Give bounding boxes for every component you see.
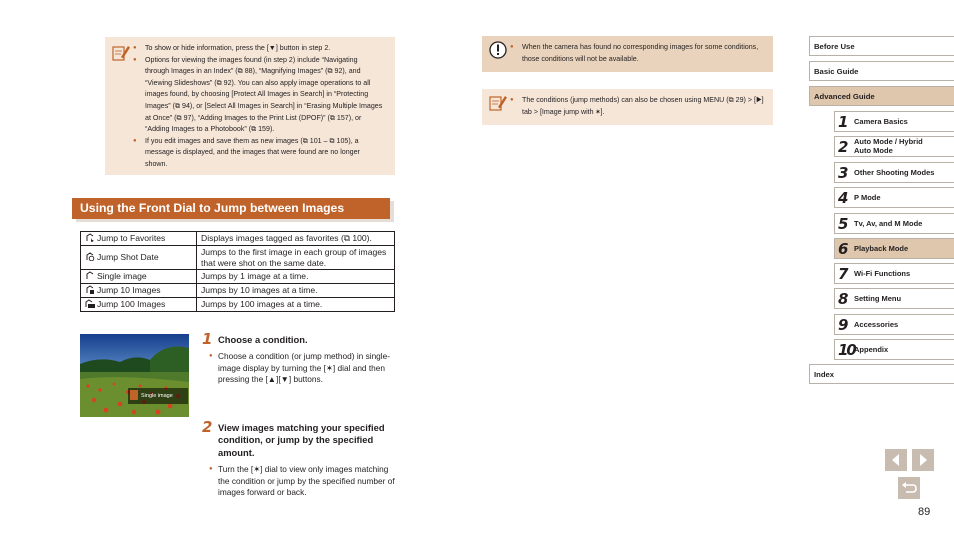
caution-note <box>482 36 773 72</box>
chapter-number: 4 <box>838 189 849 207</box>
shot-date-jump-icon <box>85 252 95 261</box>
nav-advanced-guide[interactable]: Advanced Guide <box>809 86 954 106</box>
step-2-number: 2 <box>202 418 213 436</box>
table-row <box>81 270 395 284</box>
step-1-title: Choose a condition. <box>218 334 308 345</box>
jump-100-icon <box>85 299 95 308</box>
jump-methods-table <box>80 231 395 312</box>
chapter-camera-basics[interactable] <box>834 111 954 132</box>
section-title: Using the Front Dial to Jump between Images <box>72 198 390 219</box>
nav-before-use[interactable]: Before Use <box>809 36 954 56</box>
table-row <box>81 297 395 311</box>
jump-method-label: Single image <box>97 271 147 282</box>
step-2-text: ● Turn the [✶] dial to view only images matching the condition or jump by the specified number of images forward or back. <box>209 464 401 499</box>
jump-method-label: Jump Shot Date <box>97 252 159 263</box>
single-image-jump-icon <box>85 271 95 280</box>
chapter-number: 6 <box>838 240 849 258</box>
chapter-accessories[interactable] <box>834 314 954 335</box>
right-note-text: ● The conditions (jump methods) can also be chosen using MENU (⧉ 29) > [▶] tab > [Image jump with ✶]. <box>510 95 765 118</box>
return-button[interactable] <box>898 477 920 499</box>
caution-text: ● When the camera has found no corresponding images for some conditions, those conditions will not be available. <box>510 42 765 65</box>
page-number: 89 <box>918 506 931 518</box>
chapter-auto-mode[interactable] <box>834 136 954 157</box>
jump-method-desc: Jumps by 10 images at a time. <box>197 284 395 298</box>
chapter-wifi-functions[interactable] <box>834 263 954 284</box>
note-item: ● Options for viewing the images found (in step 2) include “Navigating through Images in an Index” (⧉ 88), “Magnifying Images” (⧉ 92), and “Viewing Slideshows” (⧉ 92). You can also apply image operations to all images found, by choosing [Protect All Images in Search] in “Protecting Images” (⧉ 94), or [Select All Images in Search] in “Erasing Multiple Images at Once” (⧉ 97), “Adding Images to the Print List (DPOF)” (⧉ 157), or “Adding Images to a Photobook” (⧉ 159). <box>133 55 383 136</box>
jump-method-label: Jump 10 Images <box>97 285 161 296</box>
chapter-label: Playback Mode <box>854 244 909 253</box>
chapter-label: P Mode <box>854 193 881 202</box>
nav-index[interactable]: Index <box>809 364 954 384</box>
jump-method-label: Jump to Favorites <box>97 233 166 243</box>
photo-overlay-label: Single image <box>141 393 173 399</box>
chapter-tv-av-m-mode[interactable] <box>834 213 954 234</box>
chapter-number: 1 <box>838 113 849 131</box>
chapter-number: 9 <box>838 316 849 334</box>
chapter-label: Accessories <box>854 320 899 329</box>
chapter-label: Wi-Fi Functions <box>854 269 911 278</box>
chapter-label: Appendix <box>854 345 889 354</box>
chapter-number: 7 <box>838 265 849 283</box>
favorites-jump-icon <box>85 233 95 242</box>
memo-pencil-icon <box>488 93 508 113</box>
return-arrow-icon <box>898 477 920 499</box>
chapter-number: 2 <box>838 138 849 156</box>
step-2-title: View images matching your specified condition, or jump by the specified amount. <box>218 422 385 458</box>
memo-note <box>105 37 395 175</box>
step-1-text: ● Choose a condition (or jump method) in single-image display by turning the [✶] dial and then pressing the [▲][▼] buttons. <box>209 351 399 386</box>
nav-basic-guide[interactable]: Basic Guide <box>809 61 954 81</box>
jump-method-label: Jump 100 Images <box>97 298 166 309</box>
chapter-label: Auto Mode / Hybrid Auto Mode <box>854 137 923 155</box>
chapter-number: 10 <box>838 341 855 359</box>
jump-10-icon <box>85 285 95 294</box>
chapter-label: Camera Basics <box>854 117 908 126</box>
chapter-appendix[interactable] <box>834 339 954 360</box>
chapter-setting-menu[interactable] <box>834 288 954 309</box>
note-item: ● If you edit images and save them as new images (⧉ 101 – ⧉ 105), a message is displayed, and the images that were found are no longer shown. <box>133 136 383 171</box>
chapter-number: 3 <box>838 164 849 182</box>
triangle-left-icon <box>885 449 907 471</box>
note-item: ● To show or hide information, press the [▼] button in step 2. <box>133 43 383 55</box>
caution-icon <box>488 40 508 60</box>
chapter-playback-mode[interactable] <box>834 238 954 259</box>
chapter-number: 5 <box>838 215 849 233</box>
chapter-number: 8 <box>838 290 849 308</box>
table-row <box>81 232 395 246</box>
chapter-other-shooting-modes[interactable] <box>834 162 954 183</box>
chapter-label: Tv, Av, and M Mode <box>854 219 923 228</box>
step-1-number: 1 <box>202 330 213 348</box>
jump-method-desc: Jumps by 1 image at a time. <box>197 270 395 284</box>
memo-pencil-icon <box>111 43 131 63</box>
chapter-p-mode[interactable] <box>834 187 954 208</box>
chapter-label: Other Shooting Modes <box>854 168 935 177</box>
jump-method-desc: Displays images tagged as favorites (⧉ 100). <box>197 232 395 246</box>
prev-page-button[interactable] <box>885 449 907 471</box>
chapter-label: Setting Menu <box>854 294 902 303</box>
table-row <box>81 284 395 298</box>
jump-method-desc: Jumps by 100 images at a time. <box>197 297 395 311</box>
next-page-button[interactable] <box>912 449 934 471</box>
table-row <box>81 245 395 270</box>
triangle-right-icon <box>912 449 934 471</box>
jump-method-desc: Jumps to the first image in each group of images that were shot on the same date. <box>197 245 395 270</box>
camera-screen-photo <box>80 334 189 417</box>
right-memo-note <box>482 89 773 125</box>
